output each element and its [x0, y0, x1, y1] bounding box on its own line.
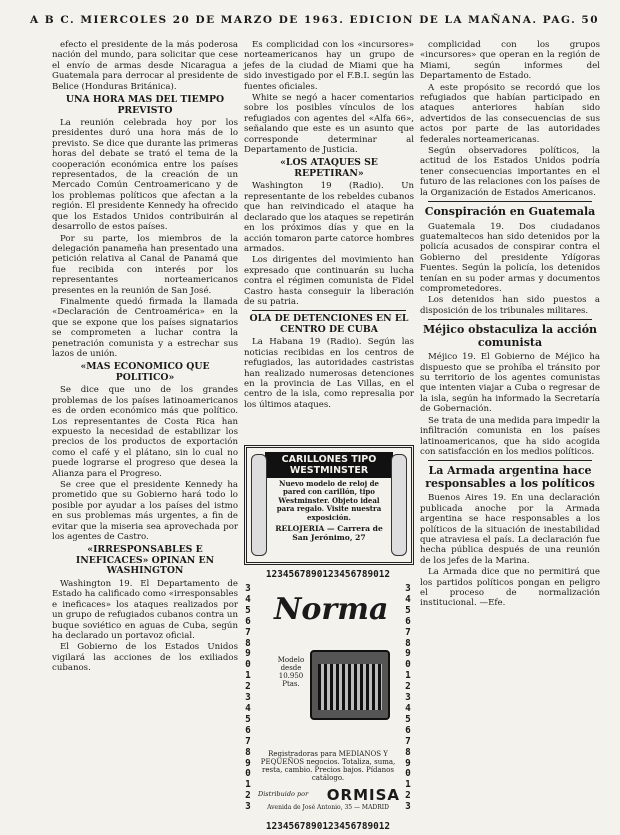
article-paragraph: Por su parte, los miembros de la delegación panameña han presentado una petición relativa al Canal de Panamá que fue recibida con interés por los representantes norteamericanos presentes en la reunión de San José.: [52, 233, 238, 296]
clock-icon: [391, 454, 407, 556]
company-address: Avenida de José Antonio, 35 — MADRID: [267, 804, 389, 811]
article-paragraph: complicidad con los grupos «incursores» que operan en la región de Miami, según informes del Departamento de Estado.: [420, 40, 600, 82]
page-header: A B C. MIERCOLES 20 DE MARZO DE 1963. EDICION DE LA MAÑANA. PAG. 50: [30, 14, 600, 26]
model-price: Modelo desde 10.950 Ptas.: [277, 656, 305, 688]
article-paragraph: Es complicidad con los «incursores» norteamericanos hay un grupo de jefes de la ciudad de Miami que ha sido investigado por el F.B.I. según las fuentes oficiales.: [244, 40, 414, 92]
article-paragraph: Los detenidos han sido puestos a disposición de los tribunales militares.: [420, 295, 600, 316]
article-paragraph: Guatemala 19. Dos ciudadanos guatemaltecos han sido detenidos por la policía acusados de conspirar contra el Gobierno del presidente Ydígoras Fuentes. Según la policía, los detenidos tenían en su poder armas y documentos comprometedores.: [420, 221, 600, 295]
digit-border-right: 3 4 5 6 7 8 9 0 1 2 3 4 5 6 7 8 9 0 1 2 3: [405, 583, 411, 813]
column-middle: [244, 40, 414, 410]
ad-body: Nuevo modelo de reloj de pared con carillón, tipo Westminster. Objeto ideal para regalo. Visite nuestra exposición.: [276, 479, 382, 522]
subheadline: «MAS ECONOMICO QUE POLITICO»: [80, 361, 210, 383]
divider: [428, 319, 592, 320]
subheadline: «IRRESPONSABLES E INEFICACES» OPINAN EN WASHINGTON: [75, 544, 215, 577]
digit-border-bottom: 1234567890123456789012: [265, 821, 391, 832]
carillon-advertisement: [244, 445, 414, 565]
ad-body: Registradoras para MEDIANOS Y PEQUEÑOS negocios. Totaliza, suma, resta, cambio. Precios bajos. Pídanos catálogo.: [260, 750, 396, 782]
company-name: ORMISA: [326, 786, 400, 804]
digit-border-left: 3 4 5 6 7 8 9 0 1 2 3 4 5 6 7 8 9 0 1 2 3: [245, 583, 251, 813]
article-paragraph: Se cree que el presidente Kennedy ha prometido que su Gobierno hará todo lo posible por ayudar a los países del istmo en sus problemas más urgentes, a fin de evitar que la miseria sea aprovechada por los agentes de Castro.: [52, 480, 238, 543]
article-paragraph: Finalmente quedó firmada la llamada «Declaración de Centroamérica» en la que se expone que los países signatarios se comprometen a luchar contra la penetración comunista y a estrechar sus lazos de unión.: [52, 296, 238, 359]
digit-border-top: 1234567890123456789012: [265, 569, 391, 580]
headline: Conspiración en Guatemala: [424, 205, 596, 219]
subheadline: UNA HORA MAS DEL TIEMPO PREVISTO: [65, 94, 225, 116]
article-paragraph: El Gobierno de los Estados Unidos vigilará las acciones de los exiliados cubanos.: [52, 642, 238, 674]
subheadline: «LOS ATAQUES SE REPETIRAN»: [280, 157, 378, 179]
article-paragraph: Washington 19 (Radio). Un representante de los rebeldes cubanos que han reivindicado el ataque ha declarado que los ataques se repetirán en los próximos días y que en la acción tomaron parte catorce hombres armados.: [244, 181, 414, 254]
clock-icon: [251, 454, 267, 556]
article-paragraph: Se dice que uno de los grandes problemas de los países latinoamericanos es de orden económico más que político. Los representantes de Costa Rica han expuesto la necesidad de estabilizar los precios de los productos de exportación como el café y el plátano, sin lo cual no puede lograrse el progreso que desea la Alianza para el Progreso.: [52, 385, 238, 479]
article-paragraph: Según observadores políticos, la actitud de los Estados Unidos podría tener consecuencias importantes en el futuro de las relaciones con los países de la Organización de Estados Americanos.: [420, 146, 600, 198]
article-paragraph: Los dirigentes del movimiento han expresado que continuarán su lucha contra el régimen comunista de Fidel Castro hasta conseguir la liberación de su patria.: [244, 255, 414, 307]
cash-register-icon: [310, 650, 390, 720]
article-paragraph: Buenos Aires 19. En una declaración publicada anoche por la Armada argentina se hace responsables a los políticos de la situación de inestabilidad que atraviesa el país. La declaración fue hecha pública después de una reunión de los jefes de la Marina.: [420, 493, 600, 566]
article-paragraph: Se trata de una medida para impedir la infiltración comunista en los países latinoamericanos, que ha sido acogida con satisfacción en los medios políticos.: [420, 415, 600, 457]
divider: [428, 201, 592, 202]
brand-logo: Norma: [274, 592, 389, 627]
distributor-label: Distribuido por: [258, 790, 309, 798]
divider: [252, 310, 406, 311]
divider: [428, 460, 592, 461]
headline: Méjico obstaculiza la acción comunista: [422, 323, 598, 349]
ad-headline: CARILLONES TIPO WESTMINSTER: [265, 452, 393, 478]
article-paragraph: Washington 19. El Departamento de Estado ha calificado como «irresponsables e ineficaces» los ataques realizados por un grupo de refugiados cubanos contra un buque soviético en aguas de Cuba, según ha declarado un portavoz oficial.: [52, 578, 238, 641]
article-paragraph: La Armada dice que no permitirá que los partidos políticos pongan en peligro el proceso de normalización institucional. —Efe.: [420, 567, 600, 609]
ad-shop: RELOJERIA — Carrera de San Jerónimo, 27: [275, 524, 383, 543]
article-paragraph: efecto el presidente de la más poderosa nación del mundo, para solicitar que cese el envío de armas desde Nicaragua a Guatemala para derrocar al presidente de Belice (Honduras Británica).: [52, 40, 238, 92]
column-left: [52, 40, 238, 830]
article-paragraph: A este propósito se recordó que los refugiados que habían participado en ataques anteriores habían sido advertidos de las consecuencias de sus actos por parte de las autoridades federales norteamericanas.: [420, 82, 600, 145]
headline: OLA DE DETENCIONES EN EL CENTRO DE CUBA: [249, 313, 409, 335]
norma-advertisement: [240, 570, 416, 832]
article-paragraph: La Habana 19 (Radio). Según las noticias recibidas en los centros de refugiados, las autoridades castristas han realizado numerosas detenciones en la provincia de Las Villas, en el centro de la isla, como represalia por los últimos ataques.: [244, 337, 414, 410]
headline: La Armada argentina hace responsables a los políticos: [425, 464, 595, 490]
article-paragraph: White se negó a hacer comentarios sobre los posibles vínculos de los refugiados con agentes del «Alfa 66», señalando que este es un asunto que corresponde determinar al Departamento de Justicia.: [244, 93, 414, 156]
column-right: [420, 40, 600, 830]
article-paragraph: La reunión celebrada hoy por los presidentes duró una hora más de lo previsto. Se dice que durante las primeras horas del debate se trató el tema de la cooperación económica entre los países representados, de la creación de un Mercado Común Centroamericano y de los problemas políticos que afectan a la región. El presidente Kennedy ha ofrecido que los Estados Unidos contribuirán al desarrollo de estos países.: [52, 118, 238, 233]
article-paragraph: Méjico 19. El Gobierno de Méjico ha dispuesto que se prohíba el tránsito por su territorio de los agentes comunistas que intenten viajar a Cuba o regresar de la isla, según ha informado la Secretaría de Gobernación.: [420, 352, 600, 415]
